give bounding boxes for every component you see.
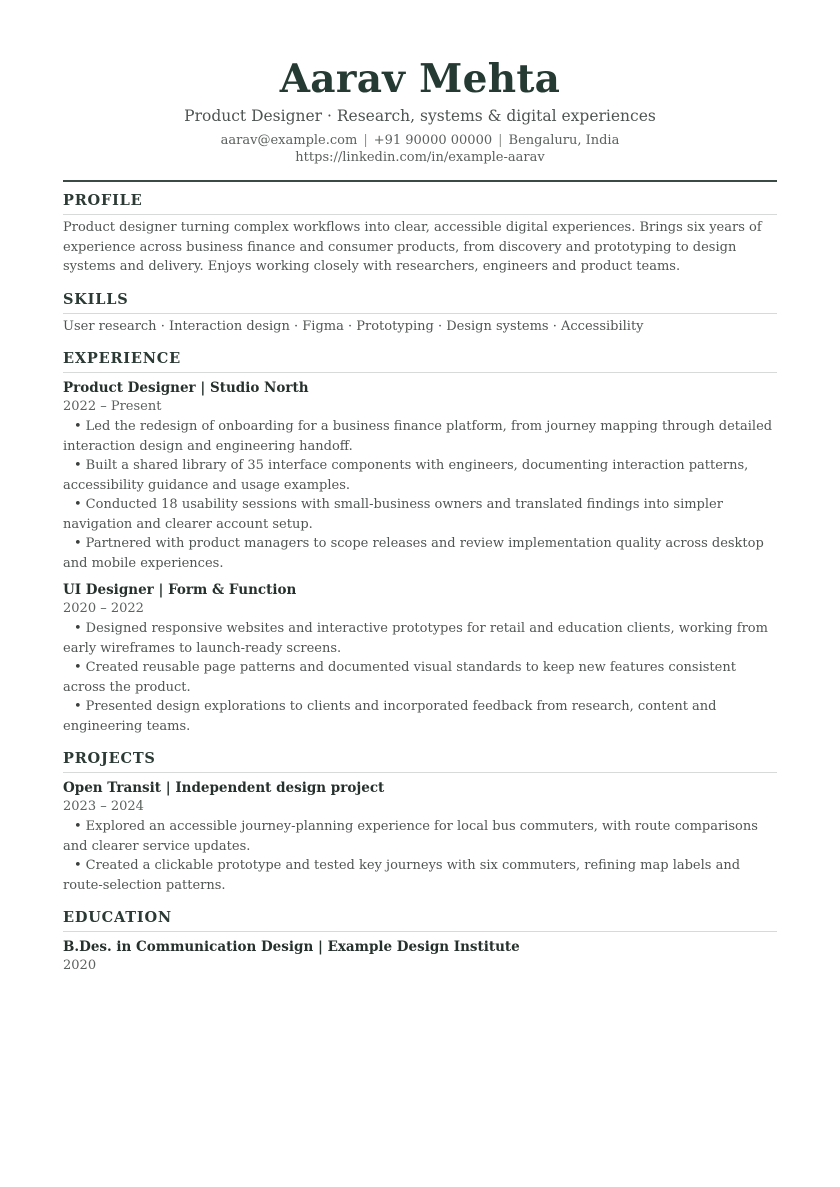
entry-bullets [63, 619, 777, 736]
profile-section [63, 192, 777, 277]
contact-phone: +91 90000 00000 [373, 133, 493, 148]
header-divider [63, 180, 777, 182]
bullet-item [63, 456, 777, 495]
bullet-text: Built a shared library of 35 interface components with engineers, documenting interaction patterns, accessibility guidance and usage examples. [63, 458, 749, 493]
bullet-dot: • [74, 819, 82, 834]
entry-heading: B.Des. in Communication Design | Example Design Institute [63, 939, 520, 955]
bullet-item [63, 534, 777, 573]
resume-header [63, 0, 777, 166]
bullet-item [63, 417, 777, 456]
bullet-text: Led the redesign of onboarding for a business finance platform, from journey mapping through detailed interaction design and engineering handoff. [63, 419, 773, 454]
bullet-text: Conducted 18 usability sessions with small-business owners and translated findings into simpler navigation and clearer account setup. [63, 497, 723, 532]
candidate-tagline: Product Designer · Research, systems & digital experiences [184, 107, 656, 125]
bullet-dot: • [74, 699, 82, 714]
bullet-item [63, 697, 777, 736]
bullet-dot: • [74, 419, 82, 434]
bullet-item [63, 856, 777, 895]
entry-heading: Open Transit | Independent design project [63, 780, 385, 796]
bullet-item [63, 495, 777, 534]
entry-heading: Product Designer | Studio North [63, 380, 309, 396]
bullet-item [63, 817, 777, 856]
projects-section [63, 750, 777, 895]
bullet-text: Created a clickable prototype and tested key journeys with six commuters, refining map labels and route-selection patterns. [63, 858, 741, 893]
bullet-text: Designed responsive websites and interactive prototypes for retail and education clients, working from early wireframes to launch-ready screens. [63, 621, 768, 656]
projects-heading: PROJECTS [63, 750, 777, 773]
bullet-dot: • [74, 497, 82, 512]
entry-bullets [63, 817, 777, 895]
bullet-dot: • [74, 458, 82, 473]
entry-bullets [63, 417, 777, 573]
entry-dates: 2020 [63, 958, 97, 973]
bullet-dot: • [74, 621, 82, 636]
education-section [63, 909, 777, 975]
bullet-dot: • [74, 536, 82, 551]
contact-line [63, 132, 777, 149]
skills-text: User research · Interaction design · Figma · Prototyping · Design systems · Accessibility [63, 318, 644, 334]
project-entry [63, 779, 777, 895]
experience-section [63, 350, 777, 736]
entry-dates: 2023 – 2024 [63, 799, 144, 814]
entry-dates: 2022 – Present [63, 399, 162, 414]
contact-linkedin[interactable]: https://linkedin.com/in/example-aarav [295, 150, 545, 165]
education-entry [63, 938, 777, 975]
experience-entry [63, 581, 777, 736]
bullet-item [63, 619, 777, 658]
bullet-dot: • [74, 858, 82, 873]
bullet-dot: • [74, 660, 82, 675]
skills-heading: SKILLS [63, 291, 777, 314]
entry-heading: UI Designer | Form & Function [63, 582, 297, 598]
bullet-text: Created reusable page patterns and documented visual standards to keep new features consistent across the product. [63, 660, 736, 695]
skills-section [63, 291, 777, 337]
contact-location: Bengaluru, India [508, 133, 620, 148]
entry-dates: 2020 – 2022 [63, 601, 144, 616]
experience-heading: EXPERIENCE [63, 350, 777, 373]
contact-separator: | [498, 133, 503, 148]
profile-text: Product designer turning complex workflows into clear, accessible digital experiences. Brings six years of experience across business finance and consumer products, from discovery and prototyping to design systems and delivery. Enjoys working closely with researchers, engineers and product teams. [63, 220, 762, 274]
experience-entry [63, 379, 777, 573]
contact-email[interactable]: aarav@example.com [220, 133, 358, 148]
profile-heading: PROFILE [63, 192, 777, 215]
bullet-text: Presented design explorations to clients and incorporated feedback from research, content and engineering teams. [63, 699, 717, 734]
bullet-text: Partnered with product managers to scope releases and review implementation quality across desktop and mobile experiences. [63, 536, 764, 571]
bullet-text: Explored an accessible journey-planning experience for local bus commuters, with route comparisons and clearer service updates. [63, 819, 758, 854]
education-heading: EDUCATION [63, 909, 777, 932]
bullet-item [63, 658, 777, 697]
contact-separator: | [363, 133, 368, 148]
candidate-name: Aarav Mehta [279, 56, 561, 102]
